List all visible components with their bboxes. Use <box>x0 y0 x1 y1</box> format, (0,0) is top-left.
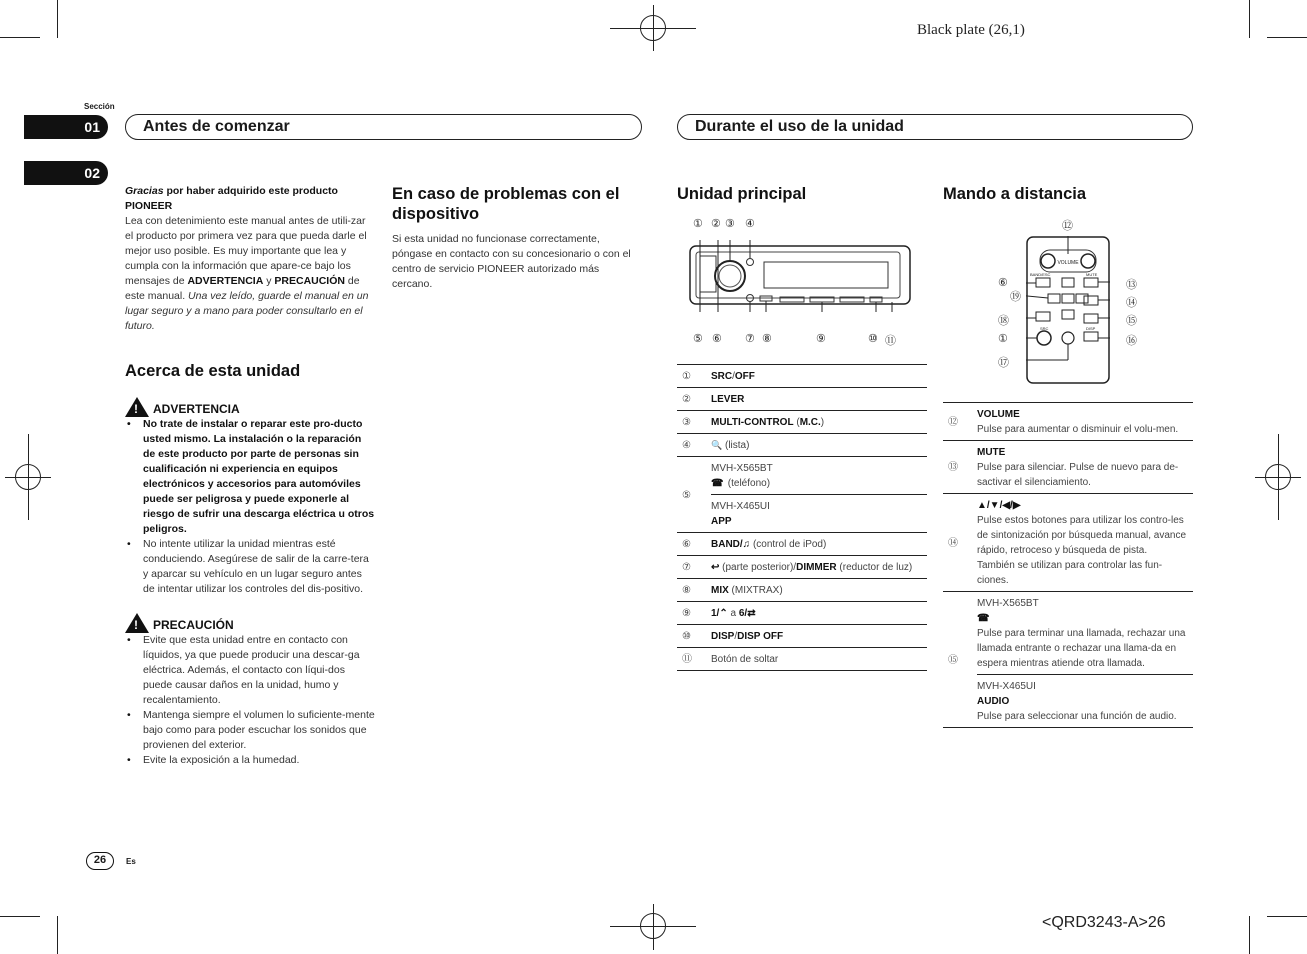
remote-callout-12: ⑫ <box>1062 220 1073 232</box>
table-row: ⑦ ↩ (parte posterior)/DIMMER (reductor de luz) <box>677 556 927 579</box>
caution-item: • Evite la exposición a la humedad. <box>125 753 375 768</box>
about-title: Acerca de esta unidad <box>125 362 301 380</box>
warning-item: • No intente utilizar la unidad mientras esté conduciendo. Asegúrese de salir de la carre-tera y aparcar su vehículo en un lugar seguro antes de intentar utilizar los controles del dis-positivo. <box>125 537 375 597</box>
callout-top-3: ③ <box>725 218 735 230</box>
column-4 <box>943 184 1193 204</box>
brand-name: PIONEER <box>125 200 173 212</box>
troubleshoot-text: Si esta unidad no funcionase correctamente, póngase en contacto con su concesionario o con el centro de servicio PIONEER autorizado más cercano. <box>392 233 631 290</box>
repeat-icon: ⇄ <box>747 608 756 619</box>
remote-src-label: SRC <box>1040 326 1049 331</box>
page-number: 26 <box>86 852 114 870</box>
remote-volume-label: VOLUME <box>1057 260 1079 266</box>
crop-mark <box>0 916 40 917</box>
remote-mute-label: MUTE <box>1086 272 1098 277</box>
table-row: ⑤ MVH-X565BT ☎ (teléfono) MVH-X465UI APP <box>677 457 927 533</box>
column-1 <box>125 184 375 768</box>
section-label: Sección <box>84 102 115 111</box>
remote-callout-16: ⑯ <box>1126 335 1137 347</box>
remote-callout-6: ⑥ <box>998 277 1008 289</box>
table-row: ⑩ DISP/DISP OFF <box>677 625 927 648</box>
document-code: <QRD3243-A>26 <box>1042 914 1166 931</box>
table-row: ⑬ MUTE Pulse para silenciar. Pulse de nuevo para de-sactivar el silenciamiento. <box>943 441 1193 494</box>
up-icon: ⌃ <box>719 608 728 619</box>
callout-bottom-8: ⑧ <box>762 333 772 345</box>
warning-title: ADVERTENCIA <box>153 402 240 416</box>
intro-text-2: de este manual. <box>125 275 360 302</box>
remote-diagram <box>1026 236 1110 384</box>
crop-mark <box>57 916 58 954</box>
table-row: ⑥ BAND/♫ (control de iPod) <box>677 533 927 556</box>
and-word: y <box>263 275 272 287</box>
remote-callout-15: ⑮ <box>1126 315 1137 327</box>
table-row: ⑭ ▲/▼/◀/▶ Pulse estos botones para utilizar los contro-les de sintonización por búsqueda manual, avance rápido, retroceso y búsqueda de pista. También se utilizan para controlar las fun-ciones. <box>943 494 1193 592</box>
thanks-rest: por haber adquirido este producto <box>163 185 338 197</box>
remote-table <box>943 402 1193 728</box>
table-row: ① SRC/OFF <box>677 365 927 388</box>
crop-mark <box>1278 434 1279 520</box>
plate-label: Black plate (26,1) <box>917 22 1025 38</box>
column-3 <box>677 184 927 204</box>
callout-bottom-6: ⑥ <box>712 333 722 345</box>
intro-italic: Una vez leído, guarde el manual en un lugar seguro y a mano para poder consultarlo en el futuro. <box>125 290 369 332</box>
remote-band-label: BAND/ESC <box>1030 272 1051 277</box>
main-unit-title: Unidad principal <box>677 185 807 203</box>
table-row: ② LEVER <box>677 388 927 411</box>
table-row: ⑧ MIX (MIXTRAX) <box>677 579 927 602</box>
callout-bottom-11: ⑪ <box>885 335 896 347</box>
section-title-right: Durante el uso de la unidad <box>677 114 1193 140</box>
remote-callout-19: ⑲ <box>1010 291 1021 303</box>
warning-heading <box>125 397 375 417</box>
crop-mark <box>1249 0 1250 38</box>
column-2 <box>392 184 642 292</box>
advertencia-word: ADVERTENCIA <box>187 275 264 287</box>
warning-list <box>125 417 375 597</box>
remote-callout-18: ⑱ <box>998 315 1009 327</box>
main-unit-table <box>677 364 927 671</box>
callout-bottom-9: ⑨ <box>816 333 826 345</box>
warning-item: • No trate de instalar o reparar este pro-ducto usted mismo. La instalación o la reparación de este producto por parte de personas sin cualificación ni experiencia en equipos electrónicos y accesorios para automóviles puede ser peligrosa y puede exponerle al riesgo de sufrir una descarga eléctrica u otros peligros. <box>125 417 375 537</box>
table-row: ④ 🔍 (lista) <box>677 434 927 457</box>
remote-callout-14: ⑭ <box>1126 297 1137 309</box>
caution-list <box>125 633 375 768</box>
section-tab-01[interactable]: 01 <box>24 115 108 139</box>
callout-top-2: ② <box>711 218 721 230</box>
thanks-line <box>125 184 375 199</box>
remote-title: Mando a distancia <box>943 185 1087 203</box>
remote-callout-13: ⑬ <box>1126 279 1137 291</box>
callout-bottom-7: ⑦ <box>745 333 755 345</box>
crop-mark <box>28 434 29 520</box>
caution-heading <box>125 613 375 633</box>
warning-icon: ! <box>125 397 149 417</box>
search-icon: 🔍 <box>711 440 723 450</box>
crop-mark <box>1267 916 1307 917</box>
ipod-icon: ♫ <box>742 539 751 550</box>
callout-top-4: ④ <box>745 218 755 230</box>
crop-mark <box>1267 37 1307 38</box>
remote-disp-label: DISP <box>1086 326 1096 331</box>
crop-mark <box>57 0 58 38</box>
thanks-italic: Gracias <box>125 185 164 197</box>
end-call-icon: ☎ <box>977 613 990 624</box>
main-unit-diagram <box>688 240 914 312</box>
remote-callout-1: ① <box>998 333 1008 345</box>
crop-mark <box>0 37 40 38</box>
caution-item: • Evite que esta unidad entre en contacto con líquidos, ya que puede producir una descar-ga eléctrica. Además, el contacto con líqui-dos puede causar daños en la unidad, humo y recalentamiento. <box>125 633 375 708</box>
remote-callout-17: ⑰ <box>998 357 1009 369</box>
table-row: ⑮ MVH-X565BT ☎ Pulse para terminar una llamada, rechazar una llamada entrante o rechazar una llama-da en espera mientras atiende otra llamada. MVH-X465UI AUDIO Pulse para seleccionar una función de audio. <box>943 592 1193 728</box>
table-row: ⑫ VOLUME Pulse para aumentar o disminuir el volu-men. <box>943 403 1193 441</box>
caution-item: • Mantenga siempre el volumen lo suficiente-mente bajo como para poder escuchar los sonidos que provienen del exterior. <box>125 708 375 753</box>
language-code: Es <box>126 857 136 866</box>
table-row: ⑨ 1/⌃ a 6/⇄ <box>677 602 927 625</box>
table-row: ③ MULTI-CONTROL (M.C.) <box>677 411 927 434</box>
precaucion-word: PRECAUCIÓN <box>274 275 345 287</box>
crop-mark <box>1249 916 1250 954</box>
callout-bottom-10: ⑩ <box>868 333 878 345</box>
callout-bottom-5: ⑤ <box>693 333 703 345</box>
callout-top-1: ① <box>693 218 703 230</box>
intro-text: Lea con detenimiento este manual antes de utili-zar el producto por primera vez para que pueda darle el mejor uso posible. Es muy importante que lea y cumpla con la información que apare-ce bajo los mensajes de <box>125 215 367 287</box>
section-tab-02[interactable]: 02 <box>24 161 108 185</box>
phone-icon: ☎ <box>711 478 724 489</box>
intro-paragraph <box>125 214 375 334</box>
table-row: ⑪ Botón de soltar <box>677 648 927 671</box>
caution-icon: ! <box>125 613 149 633</box>
back-icon: ↩ <box>711 562 720 573</box>
caution-title: PRECAUCIÓN <box>153 618 234 632</box>
crop-mark <box>653 904 654 950</box>
crop-mark <box>653 5 654 51</box>
troubleshoot-title: En caso de problemas con el dispositivo <box>392 185 620 223</box>
section-title-left: Antes de comenzar <box>125 114 642 140</box>
